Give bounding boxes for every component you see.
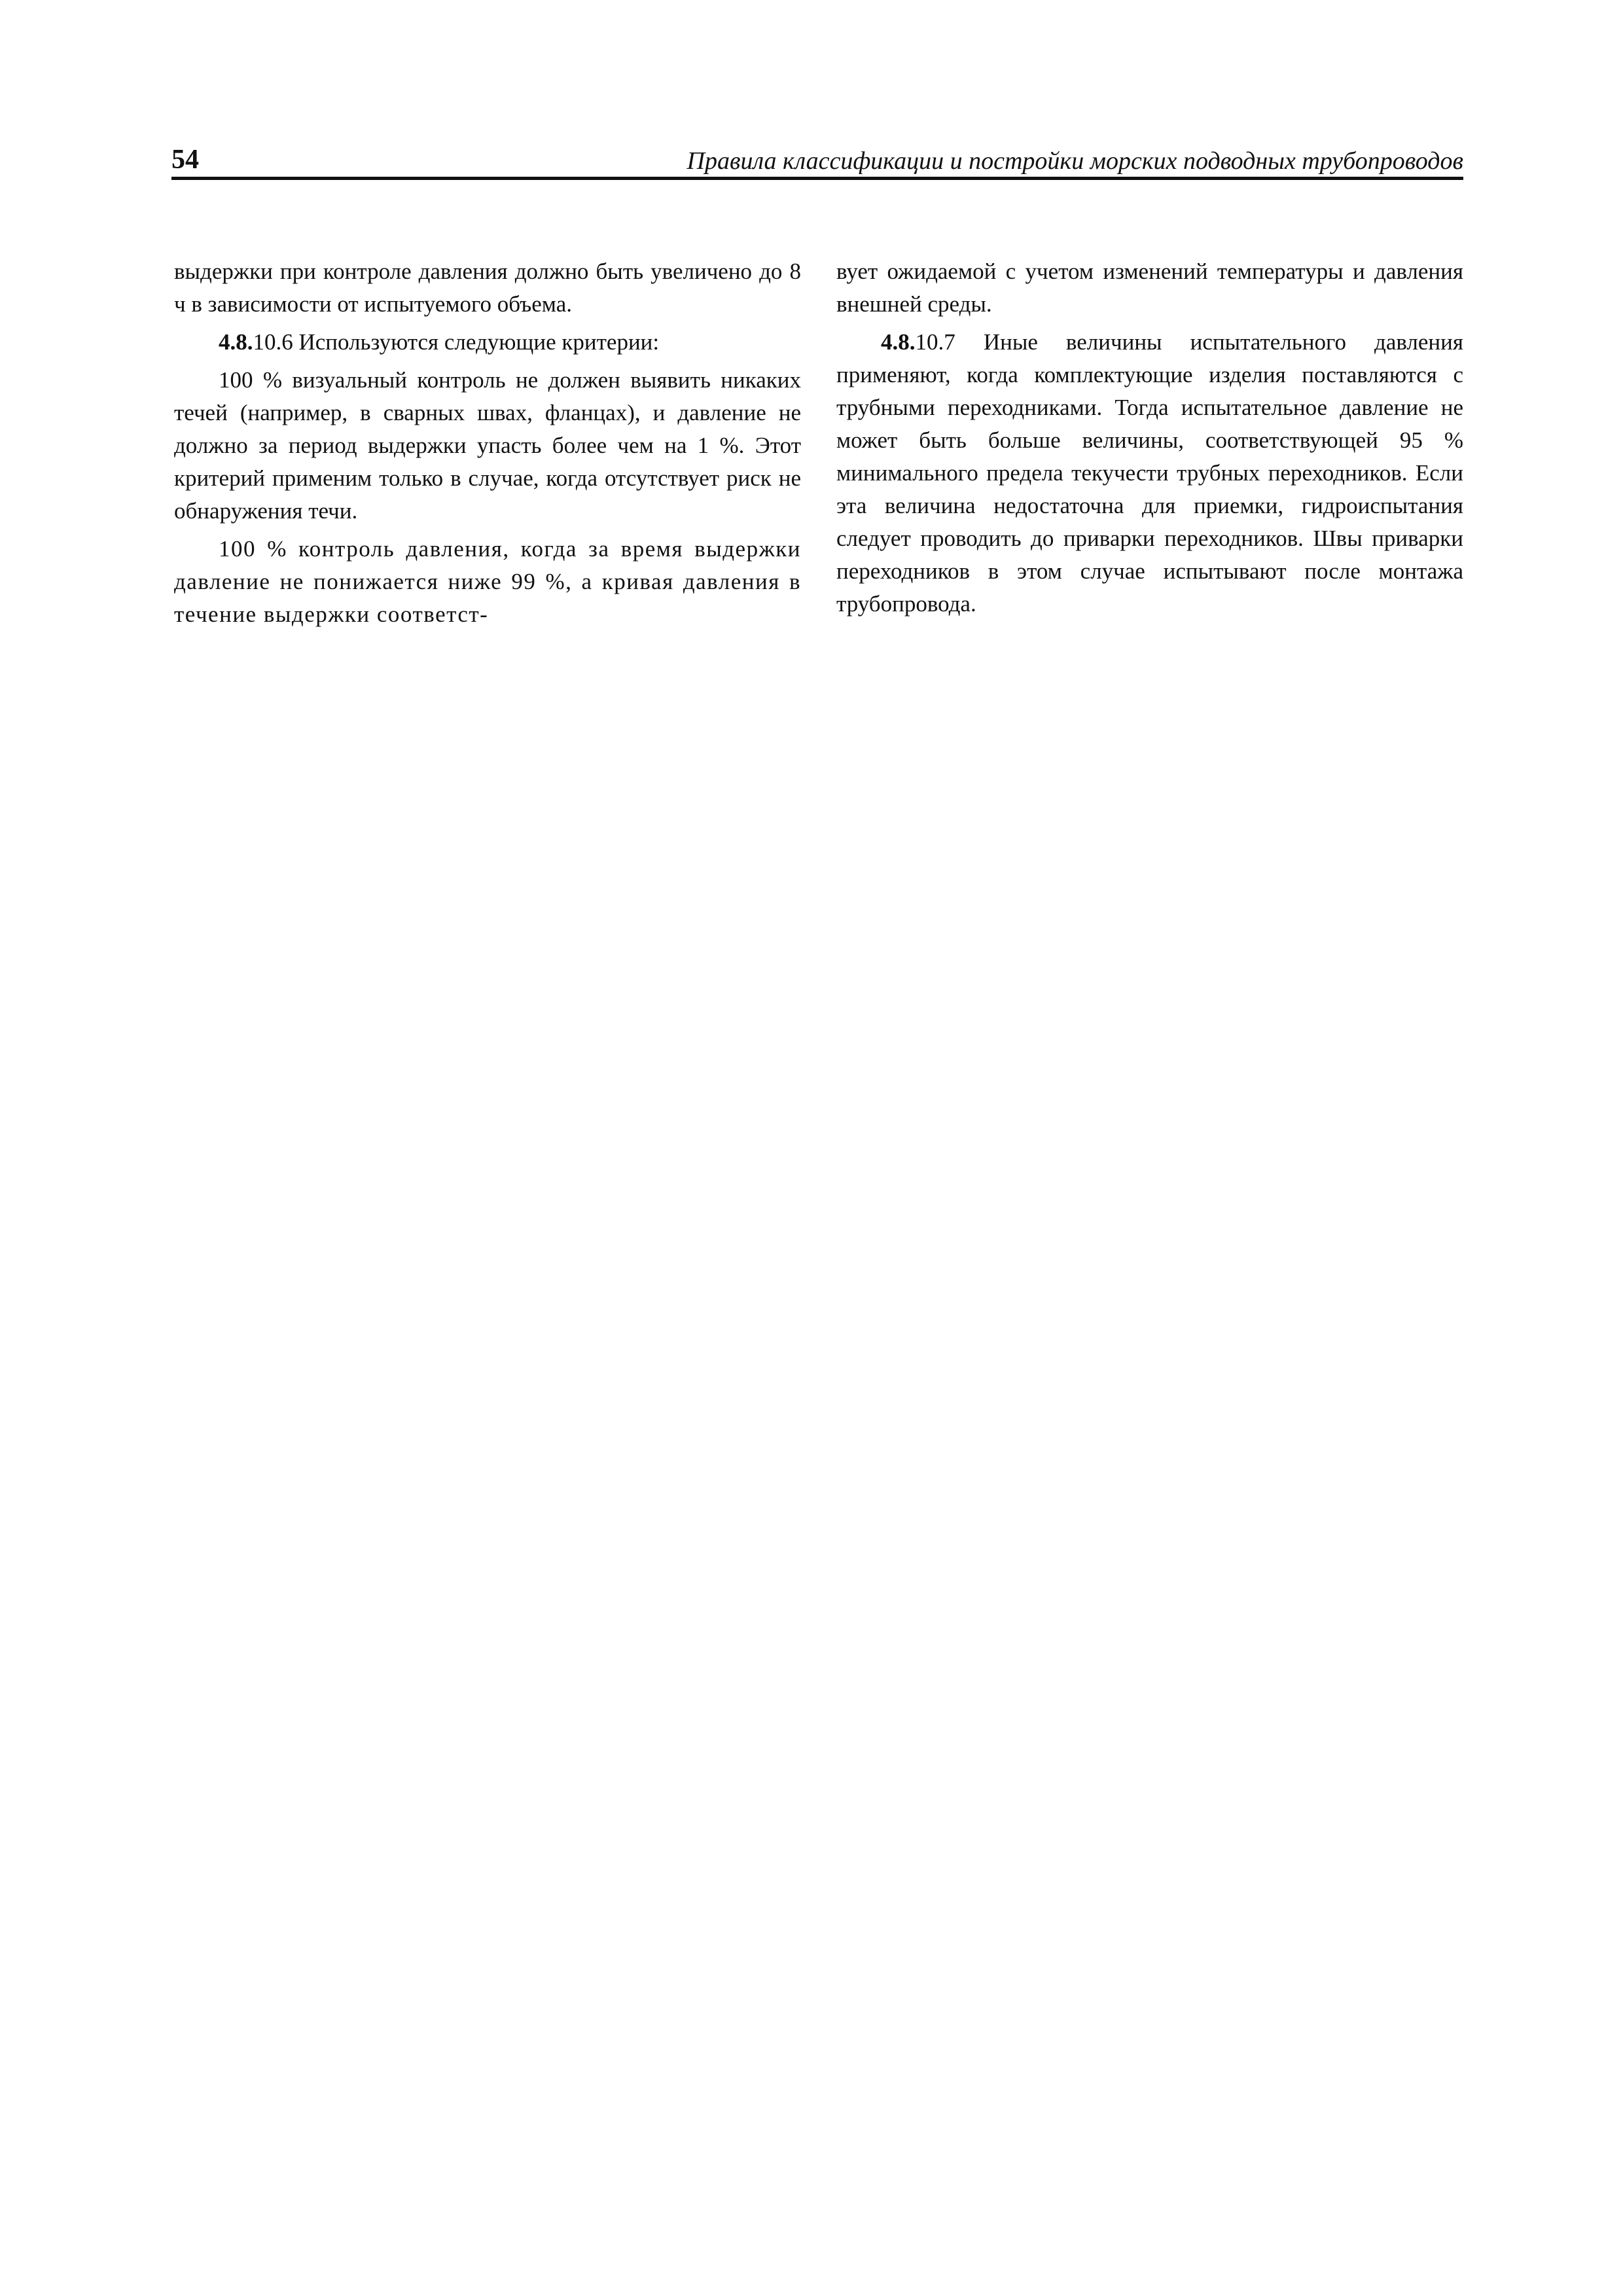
page-number: 54 (171, 145, 199, 175)
criterion-pressure-control: 100 % контроль давления, когда за время выдержки давление не понижается ниже 99 %, а кривая давления в течение выдержки соответст- (174, 536, 801, 627)
clause-number-bold: 4.8. (881, 329, 916, 355)
clause-number-rest: 10.7 (915, 329, 955, 355)
header-rule (171, 177, 1463, 180)
right-column (836, 255, 1463, 626)
clause-number-bold: 4.8. (219, 329, 253, 355)
paragraph-continuation: вует ожидаемой с учетом изменений температуры и давления внешней среды. (836, 259, 1463, 317)
left-column (174, 255, 801, 636)
clause-text: Используются следующие критерии: (293, 329, 660, 355)
page-header (171, 145, 1463, 179)
clause-number-rest: 10.6 (253, 329, 293, 355)
clause-text: Иные величины испытательного давления применяют, когда комплектующие изделия поставляются с трубными переходниками. Тогда испытательное давление не может быть больше величины, соответствующей 95 % минимального предела текучести трубных переходников. Если эта величина недостаточна для приемки, гидроиспытания следует проводить до приварки переходников. Швы приварки переходников в этом случае испытывают после монтажа трубопровода. (836, 329, 1463, 617)
running-title: Правила классификации и постройки морских подводных трубопроводов (687, 147, 1463, 175)
criterion-visual-control: 100 % визуальный контроль не должен выявить никаких течей (например, в сварных швах, фланцах), и давление не должно за период выдержки упасть более чем на 1 %. Этот критерий применим только в случае, когда отсутствует риск не обнаружения течи. (174, 367, 801, 524)
clause-4-8-10-7 (836, 326, 1463, 620)
paragraph-continuation: выдержки при контроле давления должно быть увеличено до 8 ч в зависимости от испытуемого объема. (174, 259, 801, 317)
clause-4-8-10-6 (174, 326, 801, 359)
